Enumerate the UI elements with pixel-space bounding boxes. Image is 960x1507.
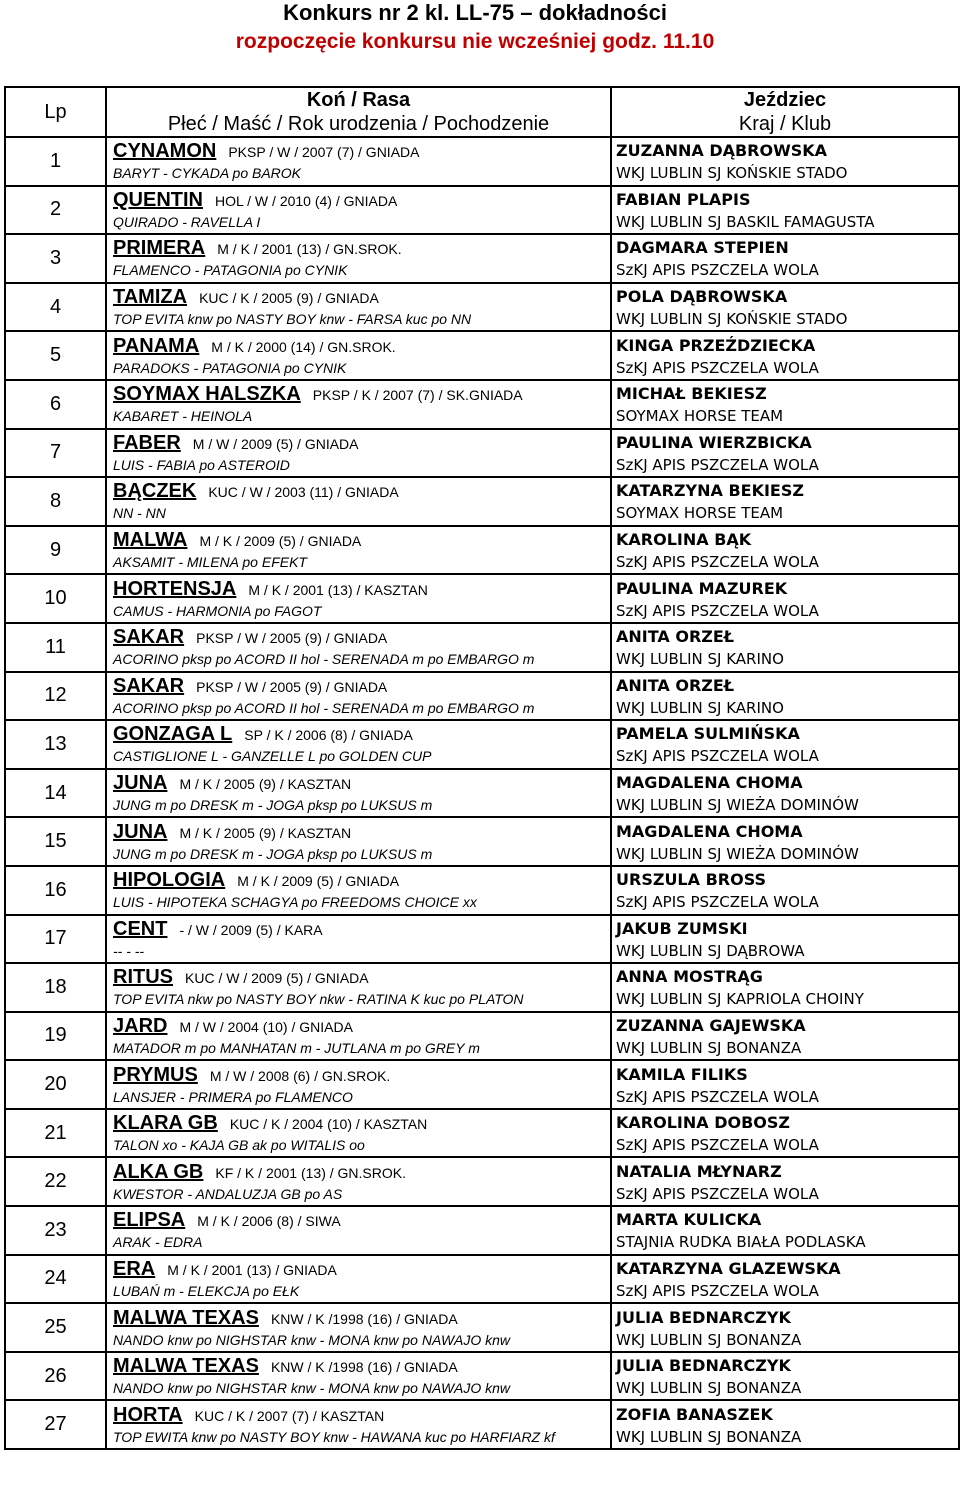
- row-lp: 13: [5, 720, 106, 769]
- horse-info: PKSP / W / 2005 (9) / GNIADA: [196, 678, 388, 695]
- horse-name: QUENTIN: [113, 188, 203, 211]
- horse-line: [113, 1063, 610, 1087]
- table-row: [5, 1352, 959, 1401]
- horse-line: [113, 1111, 610, 1135]
- horse-name: RITUS: [113, 966, 173, 989]
- rider-club: SzKJ APIS PSZCZELA WOLA: [616, 455, 819, 474]
- rider-cell: [611, 1303, 959, 1352]
- horse-pedigree: TOP EVITA nkw po NASTY BOY nkw - RATINA K kuc po PLATON: [113, 991, 524, 1008]
- table-row: [5, 186, 959, 235]
- rider-cell: [611, 817, 959, 866]
- horse-info: KUC / W / 2009 (5) / GNIADA: [185, 970, 369, 987]
- start-list-table: [4, 86, 960, 1450]
- rider-name: ANNA MOSTRĄG: [616, 967, 763, 987]
- horse-cell: [106, 380, 611, 429]
- horse-line: [113, 771, 610, 795]
- rider-name: MAGDALENA CHOMA: [616, 773, 803, 793]
- row-lp: 14: [5, 769, 106, 818]
- horse-cell: [106, 526, 611, 575]
- horse-info: M / K / 2001 (13) / GN.SROK.: [217, 241, 402, 258]
- horse-name: CENT: [113, 917, 168, 940]
- horse-cell: [106, 283, 611, 332]
- horse-cell: [106, 1157, 611, 1206]
- horse-pedigree: NANDO knw po NIGHSTAR knw - MONA knw po NAWAJO knw: [113, 1331, 511, 1348]
- rider-cell: [611, 526, 959, 575]
- horse-name: MALWA TEXAS: [113, 1306, 259, 1329]
- horse-pedigree: KWESTOR - ANDALUZJA GB po AS: [113, 1185, 343, 1202]
- rider-name: POLA DĄBROWSKA: [616, 287, 788, 307]
- horse-cell: [106, 1206, 611, 1255]
- table-row: [5, 574, 959, 623]
- horse-pedigree: KABARET - HEINOLA: [113, 408, 253, 425]
- rider-club: WKJ LUBLIN SJ WIEŻA DOMINÓW: [616, 796, 859, 815]
- table-row: [5, 963, 959, 1012]
- horse-info: M / K / 2006 (8) / SIWA: [197, 1213, 341, 1230]
- rider-cell: [611, 429, 959, 478]
- horse-info: M / K / 2009 (5) / GNIADA: [199, 533, 362, 550]
- horse-cell: [106, 429, 611, 478]
- rider-name: KAMILA FILIKS: [616, 1064, 748, 1084]
- table-row: [5, 720, 959, 769]
- horse-cell: [106, 769, 611, 818]
- rider-cell: [611, 1157, 959, 1206]
- horse-cell: [106, 1400, 611, 1449]
- row-lp: 19: [5, 1012, 106, 1061]
- horse-info: KUC / K / 2005 (9) / GNIADA: [199, 290, 379, 307]
- row-lp: 6: [5, 380, 106, 429]
- horse-line: [113, 1403, 610, 1427]
- horse-name: HORTA: [113, 1403, 183, 1426]
- rider-cell: [611, 672, 959, 721]
- horse-info: M / K / 2001 (13) / GNIADA: [167, 1261, 337, 1278]
- horse-line: [113, 965, 610, 989]
- rider-club: SzKJ APIS PSZCZELA WOLA: [616, 747, 819, 766]
- horse-pedigree: LANSJER - PRIMERA po FLAMENCO: [113, 1088, 353, 1105]
- rider-name: ZOFIA BANASZEK: [616, 1404, 773, 1424]
- horse-cell: [106, 331, 611, 380]
- horse-line: [113, 625, 610, 649]
- horse-line: [113, 1208, 610, 1232]
- rider-cell: [611, 623, 959, 672]
- horse-info: KUC / K / 2007 (7) / KASZTAN: [194, 1407, 385, 1424]
- rider-name: URSZULA BROSS: [616, 870, 767, 890]
- rider-club: SzKJ APIS PSZCZELA WOLA: [616, 358, 819, 377]
- horse-info: M / W / 2009 (5) / GNIADA: [192, 435, 359, 452]
- rider-name: DAGMARA STEPIEN: [616, 238, 789, 258]
- horse-pedigree: NN - NN: [113, 505, 166, 522]
- table-row: [5, 331, 959, 380]
- rider-club: SzKJ APIS PSZCZELA WOLA: [616, 261, 819, 280]
- horse-line: [113, 479, 610, 503]
- rider-club: WKJ LUBLIN SJ DĄBROWA: [616, 941, 805, 960]
- horse-name: TAMIZA: [113, 286, 188, 309]
- table-row: [5, 429, 959, 478]
- horse-name: FABER: [113, 431, 181, 454]
- horse-line: [113, 528, 610, 552]
- horse-pedigree: ACORINO pksp po ACORD II hol - SERENADA m po EMBARGO m: [113, 651, 535, 668]
- horse-name: KLARA GB: [113, 1112, 218, 1135]
- rider-club: WKJ LUBLIN SJ KOŃSKIE STADO: [616, 310, 848, 329]
- row-lp: 23: [5, 1206, 106, 1255]
- rider-cell: [611, 1012, 959, 1061]
- rider-name: NATALIA MŁYNARZ: [616, 1161, 782, 1181]
- rider-club: SzKJ APIS PSZCZELA WOLA: [616, 1184, 819, 1203]
- rider-name: PAMELA SULMIŃSKA: [616, 724, 800, 744]
- horse-line: [113, 1014, 610, 1038]
- horse-pedigree: BARYT - CYKADA po BAROK: [113, 165, 302, 182]
- rider-club: SzKJ APIS PSZCZELA WOLA: [616, 553, 819, 572]
- row-lp: 22: [5, 1157, 106, 1206]
- rider-cell: [611, 720, 959, 769]
- horse-name: MALWA TEXAS: [113, 1355, 259, 1378]
- horse-pedigree: FLAMENCO - PATAGONIA po CYNIK: [113, 262, 348, 279]
- table-row: [5, 769, 959, 818]
- horse-pedigree: QUIRADO - RAVELLA I: [113, 213, 261, 230]
- horse-pedigree: LUIS - FABIA po ASTEROID: [113, 456, 290, 473]
- table-row: [5, 234, 959, 283]
- rider-cell: [611, 186, 959, 235]
- table-row: [5, 866, 959, 915]
- table-row: [5, 817, 959, 866]
- rider-name: PAULINA MAZUREK: [616, 578, 788, 598]
- horse-info: M / W / 2004 (10) / GNIADA: [179, 1018, 353, 1035]
- row-lp: 16: [5, 866, 106, 915]
- table-row: [5, 1206, 959, 1255]
- horse-name: PRYMUS: [113, 1063, 198, 1086]
- row-lp: 11: [5, 623, 106, 672]
- horse-name: SAKAR: [113, 674, 185, 697]
- horse-cell: [106, 186, 611, 235]
- row-lp: 17: [5, 915, 106, 964]
- row-lp: 12: [5, 672, 106, 721]
- row-lp: 10: [5, 574, 106, 623]
- horse-name: JUNA: [113, 820, 168, 843]
- horse-pedigree: LUIS - HIPOTEKA SCHAGYA po FREEDOMS CHOICE xx: [113, 894, 477, 911]
- rider-club: SzKJ APIS PSZCZELA WOLA: [616, 1281, 819, 1300]
- horse-info: SP / K / 2006 (8) / GNIADA: [244, 727, 413, 744]
- page-title: Konkurs nr 2 kl. LL-75 – dokładności: [283, 0, 667, 25]
- horse-name: SAKAR: [113, 626, 185, 649]
- horse-name: GONZAGA L: [113, 723, 233, 746]
- horse-pedigree: MATADOR m po MANHATAN m - JUTLANA m po GREY m: [113, 1039, 480, 1056]
- rider-club: SzKJ APIS PSZCZELA WOLA: [616, 893, 819, 912]
- row-lp: 27: [5, 1400, 106, 1449]
- horse-name: HORTENSJA: [113, 577, 237, 600]
- row-lp: 4: [5, 283, 106, 332]
- rider-club: WKJ LUBLIN SJ KARINO: [616, 650, 784, 669]
- rider-name: KATARZYNA GLAZEWSKA: [616, 1258, 841, 1278]
- horse-cell: [106, 1352, 611, 1401]
- table-row: [5, 1012, 959, 1061]
- horse-pedigree: CAMUS - HARMONIA po FAGOT: [113, 602, 322, 619]
- table-row: [5, 1109, 959, 1158]
- horse-name: MALWA: [113, 529, 188, 552]
- rider-name: JAKUB ZUMSKI: [616, 918, 748, 938]
- header-lp: Lp: [5, 87, 106, 137]
- rider-name: KAROLINA DOBOSZ: [616, 1113, 790, 1133]
- rider-cell: [611, 234, 959, 283]
- rider-club: WKJ LUBLIN SJ BONANZA: [616, 1038, 802, 1057]
- horse-line: [113, 1257, 610, 1281]
- rider-name: PAULINA WIERZBICKA: [616, 432, 812, 452]
- table-row: [5, 1255, 959, 1304]
- rider-cell: [611, 1206, 959, 1255]
- horse-info: M / K / 2009 (5) / GNIADA: [237, 873, 400, 890]
- row-lp: 26: [5, 1352, 106, 1401]
- horse-pedigree: TOP EWITA knw po NASTY BOY knw - HAWANA kuc po HARFIARZ kf: [113, 1428, 555, 1445]
- horse-cell: [106, 817, 611, 866]
- rider-club: WKJ LUBLIN SJ BONANZA: [616, 1379, 802, 1398]
- row-lp: 3: [5, 234, 106, 283]
- row-lp: 25: [5, 1303, 106, 1352]
- table-row: [5, 1060, 959, 1109]
- rider-cell: [611, 137, 959, 186]
- horse-line: [113, 139, 610, 163]
- horse-cell: [106, 866, 611, 915]
- horse-info: - / W / 2009 (5) / KARA: [179, 921, 323, 938]
- header-rider-line1: Jeździec: [743, 89, 827, 111]
- table-row: [5, 915, 959, 964]
- row-lp: 24: [5, 1255, 106, 1304]
- horse-line: [113, 868, 610, 892]
- horse-info: M / W / 2008 (6) / GN.SROK.: [209, 1067, 391, 1084]
- table-row: [5, 380, 959, 429]
- horse-cell: [106, 137, 611, 186]
- horse-line: [113, 917, 610, 941]
- table-row: [5, 1157, 959, 1206]
- rider-cell: [611, 380, 959, 429]
- horse-name: ALKA GB: [113, 1160, 204, 1183]
- header-rider: [611, 87, 959, 137]
- rider-name: KINGA PRZEŹDZIECKA: [616, 335, 816, 355]
- horse-pedigree: ARAK - EDRA: [113, 1234, 203, 1251]
- rider-name: MICHAŁ BEKIESZ: [616, 384, 767, 404]
- horse-line: [113, 1160, 610, 1184]
- horse-line: [113, 577, 610, 601]
- horse-cell: [106, 963, 611, 1012]
- horse-pedigree: TALON xo - KAJA GB ak po WITALIS oo: [113, 1137, 365, 1154]
- horse-info: KF / K / 2001 (13) / GN.SROK.: [215, 1164, 406, 1181]
- horse-cell: [106, 915, 611, 964]
- horse-name: PRIMERA: [113, 237, 206, 260]
- horse-line: [113, 334, 610, 358]
- horse-line: [113, 674, 610, 698]
- row-lp: 20: [5, 1060, 106, 1109]
- horse-line: [113, 722, 610, 746]
- rider-cell: [611, 769, 959, 818]
- horse-name: ELIPSA: [113, 1209, 186, 1232]
- table-row: [5, 283, 959, 332]
- rider-name: KATARZYNA BEKIESZ: [616, 481, 804, 501]
- horse-name: JARD: [113, 1014, 168, 1037]
- horse-name: JUNA: [113, 772, 168, 795]
- rider-club: SzKJ APIS PSZCZELA WOLA: [616, 1087, 819, 1106]
- horse-name: SOYMAX HALSZKA: [113, 383, 301, 406]
- rider-club: WKJ LUBLIN SJ BONANZA: [616, 1427, 802, 1446]
- horse-pedigree: PARADOKS - PATAGONIA po CYNIK: [113, 359, 347, 376]
- row-lp: 7: [5, 429, 106, 478]
- rider-cell: [611, 1400, 959, 1449]
- rider-club: SzKJ APIS PSZCZELA WOLA: [616, 1136, 819, 1155]
- horse-line: [113, 236, 610, 260]
- horse-name: ERA: [113, 1257, 156, 1280]
- horse-pedigree: NANDO knw po NIGHSTAR knw - MONA knw po NAWAJO knw: [113, 1380, 511, 1397]
- rider-club: WKJ LUBLIN SJ BONANZA: [616, 1330, 802, 1349]
- rider-name: ZUZANNA DĄBROWSKA: [616, 141, 828, 161]
- horse-info: PKSP / K / 2007 (7) / SK.GNIADA: [312, 387, 523, 404]
- horse-info: HOL / W / 2010 (4) / GNIADA: [215, 192, 398, 209]
- horse-info: PKSP / W / 2007 (7) / GNIADA: [228, 144, 420, 161]
- row-lp: 15: [5, 817, 106, 866]
- horse-info: M / K / 2000 (14) / GN.SROK.: [211, 338, 396, 355]
- horse-name: HIPOLOGIA: [113, 869, 226, 892]
- table-row: [5, 623, 959, 672]
- rider-club: WKJ LUBLIN SJ KAPRIOLA CHOINY: [616, 990, 864, 1009]
- horse-pedigree: AKSAMIT - MILENA po EFEKT: [113, 554, 307, 571]
- horse-pedigree: TOP EVITA knw po NASTY BOY knw - FARSA kuc po NN: [113, 311, 472, 328]
- horse-cell: [106, 720, 611, 769]
- horse-pedigree: ACORINO pksp po ACORD II hol - SERENADA m po EMBARGO m: [113, 699, 535, 716]
- horse-pedigree: CASTIGLIONE L - GANZELLE L po GOLDEN CUP: [113, 748, 432, 765]
- table-row: [5, 1303, 959, 1352]
- horse-pedigree: JUNG m po DRESK m - JOGA pksp po LUKSUS m: [113, 797, 433, 814]
- rider-name: MARTA KULICKA: [616, 1210, 762, 1230]
- table-row: [5, 1400, 959, 1449]
- horse-pedigree: -- - --: [113, 942, 145, 959]
- table-row: [5, 672, 959, 721]
- rider-cell: [611, 1352, 959, 1401]
- header-horse-line2: Płeć / Maść / Rok urodzenia / Pochodzenie: [167, 113, 550, 135]
- rider-cell: [611, 1255, 959, 1304]
- rider-club: WKJ LUBLIN SJ KARINO: [616, 698, 784, 717]
- rider-club: SOYMAX HORSE TEAM: [616, 407, 784, 426]
- horse-cell: [106, 234, 611, 283]
- rider-cell: [611, 477, 959, 526]
- rider-name: JULIA BEDNARCZYK: [616, 1356, 791, 1376]
- table-row: [5, 526, 959, 575]
- horse-line: [113, 1306, 610, 1330]
- horse-name: BĄCZEK: [113, 480, 197, 503]
- horse-info: KUC / W / 2003 (11) / GNIADA: [208, 484, 399, 501]
- rider-cell: [611, 1109, 959, 1158]
- horse-cell: [106, 1012, 611, 1061]
- rider-club: WKJ LUBLIN SJ BASKIL FAMAGUSTA: [616, 212, 875, 231]
- horse-line: [113, 382, 610, 406]
- rider-club: STAJNIA RUDKA BIAŁA PODLASKA: [616, 1233, 866, 1252]
- row-lp: 9: [5, 526, 106, 575]
- rider-cell: [611, 283, 959, 332]
- horse-cell: [106, 623, 611, 672]
- horse-cell: [106, 1303, 611, 1352]
- rider-name: KAROLINA BĄK: [616, 530, 752, 550]
- horse-info: M / K / 2005 (9) / KASZTAN: [179, 824, 352, 841]
- rider-cell: [611, 574, 959, 623]
- rider-name: ANITA ORZEŁ: [616, 675, 735, 695]
- horse-cell: [106, 1109, 611, 1158]
- horse-line: [113, 431, 610, 455]
- rider-name: ANITA ORZEŁ: [616, 627, 735, 647]
- rider-name: JULIA BEDNARCZYK: [616, 1307, 791, 1327]
- horse-pedigree: LUBAŃ m - ELEKCJA po EŁK: [113, 1282, 300, 1299]
- horse-info: M / K / 2005 (9) / KASZTAN: [179, 776, 352, 793]
- rider-cell: [611, 915, 959, 964]
- rider-club: SOYMAX HORSE TEAM: [616, 504, 784, 523]
- horse-cell: [106, 1060, 611, 1109]
- rider-cell: [611, 331, 959, 380]
- rider-club: WKJ LUBLIN SJ KOŃSKIE STADO: [616, 164, 848, 183]
- row-lp: 18: [5, 963, 106, 1012]
- horse-info: KUC / K / 2004 (10) / KASZTAN: [229, 1116, 428, 1133]
- row-lp: 8: [5, 477, 106, 526]
- horse-line: [113, 188, 610, 212]
- horse-cell: [106, 1255, 611, 1304]
- table-row: [5, 137, 959, 186]
- rider-name: MAGDALENA CHOMA: [616, 821, 803, 841]
- horse-info: PKSP / W / 2005 (9) / GNIADA: [196, 630, 388, 647]
- rider-club: WKJ LUBLIN SJ WIEŻA DOMINÓW: [616, 844, 859, 863]
- rider-cell: [611, 1060, 959, 1109]
- horse-line: [113, 285, 610, 309]
- rider-cell: [611, 963, 959, 1012]
- horse-cell: [106, 672, 611, 721]
- row-lp: 5: [5, 331, 106, 380]
- horse-name: PANAMA: [113, 334, 200, 357]
- horse-line: [113, 820, 610, 844]
- page-subtitle: rozpoczęcie konkursu nie wcześniej godz. 11.10: [235, 30, 715, 53]
- rider-name: FABIAN PLAPIS: [616, 189, 751, 209]
- row-lp: 1: [5, 137, 106, 186]
- table-header-row: [5, 87, 959, 137]
- horse-info: M / K / 2001 (13) / KASZTAN: [248, 581, 428, 598]
- horse-info: KNW / K /1998 (16) / GNIADA: [270, 1359, 458, 1376]
- row-lp: 21: [5, 1109, 106, 1158]
- rider-name: ZUZANNA GAJEWSKA: [616, 1015, 806, 1035]
- rider-club: SzKJ APIS PSZCZELA WOLA: [616, 601, 819, 620]
- horse-info: KNW / K /1998 (16) / GNIADA: [270, 1310, 458, 1327]
- horse-cell: [106, 574, 611, 623]
- rider-cell: [611, 866, 959, 915]
- row-lp: 2: [5, 186, 106, 235]
- header-horse-line1: Koń / Rasa: [306, 89, 411, 111]
- table-row: [5, 477, 959, 526]
- horse-cell: [106, 477, 611, 526]
- horse-pedigree: JUNG m po DRESK m - JOGA pksp po LUKSUS m: [113, 845, 433, 862]
- header-rider-line2: Kraj / Klub: [738, 113, 832, 135]
- horse-line: [113, 1354, 610, 1378]
- horse-name: CYNAMON: [113, 140, 217, 163]
- header-horse: [106, 87, 611, 137]
